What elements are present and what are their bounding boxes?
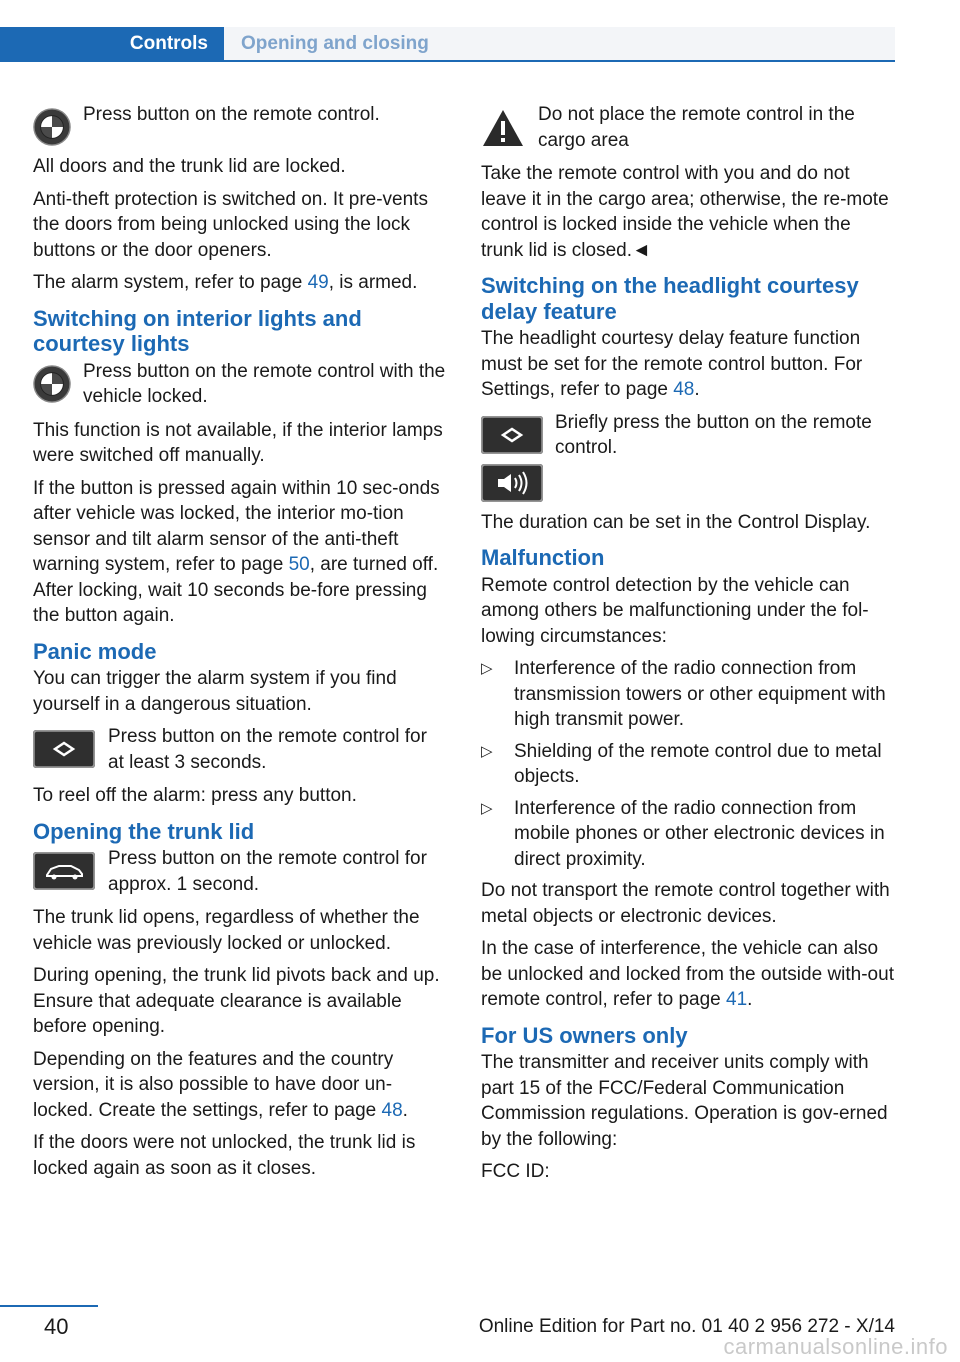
headlight-button-icons	[481, 410, 543, 502]
heading-trunk-lid: Opening the trunk lid	[33, 818, 255, 844]
lock-instruction	[33, 102, 448, 146]
reel-off-text: To reel off the alarm: press any button.	[33, 785, 357, 806]
watermark: carmanualsonline.info	[723, 1334, 948, 1359]
bullet-triangle-icon: ▷	[481, 742, 493, 760]
left-column	[33, 102, 448, 1188]
malfunction-text: Remote control detection by the vehicle can among others be malfunctioning under the fol‐lowing circumstances:	[481, 574, 869, 647]
interior-instruction-text: Press button on the remote control with the vehicle locked.	[83, 360, 446, 407]
list-item: ▷ Interference of the radio connection from transmission towers or other equipment with high transmit power.	[481, 658, 886, 730]
page-link-41[interactable]: 41	[726, 989, 748, 1010]
depending-text: Depending on the features and the country version, it is also possible to have door un‐locked. Create the settings, refer to page 48.	[33, 1048, 408, 1121]
trunk-button-icon	[33, 852, 95, 890]
briefly-instruction	[481, 410, 896, 502]
all-doors-text: All doors and the trunk lid are locked.	[33, 156, 346, 177]
list-item: ▷ Shielding of the remote control due to metal objects.	[481, 740, 882, 787]
warning-title: Do not place the remote control in the cargo area	[538, 104, 855, 151]
take-remote-text: Take the remote control with you and do not leave it in the cargo area; otherwise, the re‐mote control is locked inside the vehicle when the trunk lid is closed.◄	[481, 163, 889, 261]
headlight-button-icon	[481, 416, 543, 454]
panic-instruction-text: Press button on the remote control for at least 3 seconds.	[108, 726, 427, 773]
do-not-transport-text: Do not transport the remote control together with metal objects or electronic devices.	[481, 880, 890, 927]
bmw-logo-icon	[33, 108, 71, 146]
duration-text: The duration can be set in the Control Display.	[481, 511, 871, 533]
page-number: 40	[44, 1314, 69, 1339]
antitheft-text: Anti-theft protection is switched on. It pre‐vents the doors from being unlocked using the lock buttons or the door openers.	[33, 188, 428, 261]
speaker-button-icon	[481, 464, 543, 502]
trunk-opens-text: The trunk lid opens, regardless of whether the vehicle was previously locked or unlocked.	[33, 907, 420, 954]
header-rule	[0, 60, 895, 62]
right-column	[481, 102, 896, 1192]
interior-instruction	[33, 359, 448, 410]
edition-text: Online Edition for Part no. 01 40 2 956 272 - X/14	[478, 1316, 895, 1337]
lock-instruction-text: Press button on the remote control.	[83, 104, 380, 125]
malfunction-list	[481, 656, 896, 872]
heading-interior-lights: Switching on interior lights and courtesy lights	[33, 305, 362, 356]
panic-button-icon	[33, 730, 95, 768]
us-text: The transmitter and receiver units comply with part 15 of the FCC/Federal Communication Commission regulations. Operation is gov‐erned by the following:	[481, 1052, 888, 1150]
header-tab-controls: Controls	[0, 27, 224, 61]
not-unlocked-text: If the doors were not unlocked, the trunk lid is locked again as soon as it closes.	[33, 1132, 416, 1179]
during-opening-text: During opening, the trunk lid pivots back and up. Ensure that adequate clearance is available before opening.	[33, 965, 440, 1037]
interference-text: In the case of interference, the vehicle can also be unlocked and locked from the outside with‐out remote control, refer to page 41.	[481, 938, 894, 1010]
not-available-text: This function is not available, if the interior lamps were switched off manually.	[33, 419, 443, 466]
bullet-triangle-icon: ▷	[481, 799, 493, 817]
heading-headlight-courtesy: Switching on the headlight courtesy delay feature	[481, 273, 859, 324]
pressed-again-text: If the button is pressed again within 10 sec‐onds after vehicle was locked, the interior mo‐tion sensor and tilt alarm sensor of the anti-theft warning system, refer to page 50, are turned off. After locking, wait 10 seconds be‐fore pressing the button again.	[33, 477, 440, 626]
list-item: ▷ Interference of the radio connection from mobile phones or other electronic devices in direct proximity.	[481, 797, 885, 870]
warning-triangle-icon	[481, 108, 525, 148]
heading-panic-mode: Panic mode	[33, 638, 157, 664]
page-link-49[interactable]: 49	[307, 272, 329, 293]
heading-us-owners: For US owners only	[481, 1022, 688, 1048]
trunk-instruction-text: Press button on the remote control for approx. 1 second.	[108, 848, 427, 895]
page-link-48-right[interactable]: 48	[673, 379, 695, 400]
bmw-logo-icon	[33, 365, 71, 403]
panic-text: You can trigger the alarm system if you find yourself in a dangerous situation.	[33, 668, 397, 715]
page-link-48[interactable]: 48	[381, 1099, 403, 1121]
bullet-triangle-icon: ▷	[481, 660, 493, 677]
trunk-instruction	[33, 846, 448, 897]
header-tab-opening-closing: Opening and closing	[224, 27, 895, 61]
briefly-instruction-text: Briefly press the button on the remote control.	[555, 411, 872, 458]
footer-rule	[0, 1305, 98, 1307]
alarm-armed-text: The alarm system, refer to page 49, is armed.	[33, 272, 418, 293]
page-link-50[interactable]: 50	[288, 554, 310, 575]
warning-block	[481, 102, 896, 153]
headlight-text: The headlight courtesy delay feature function must be set for the remote control button. For Settings, refer to page 48.	[481, 328, 863, 400]
panic-instruction	[33, 724, 448, 775]
fcc-id-text: FCC ID:	[481, 1161, 550, 1182]
heading-malfunction: Malfunction	[481, 545, 605, 570]
